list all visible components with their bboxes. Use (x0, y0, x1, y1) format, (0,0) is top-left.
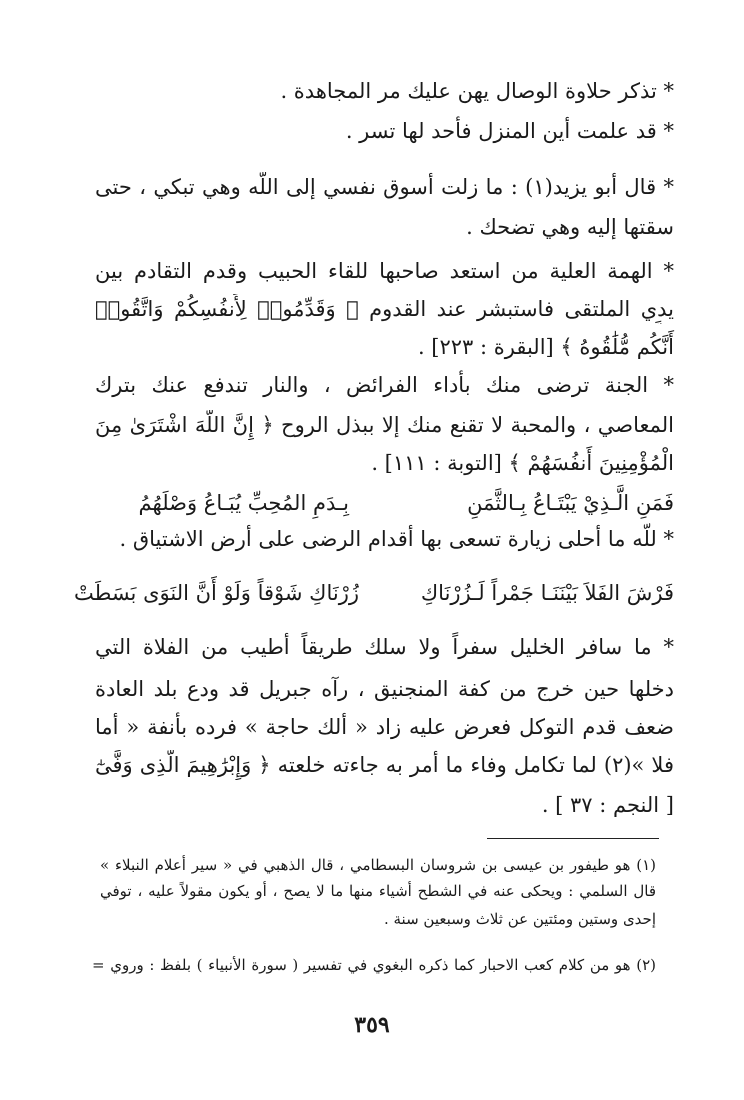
text-line: دخلها حين خرج من كفة المنجنيق ، رآه جبريل قد ودع بلد العادة (95, 677, 674, 701)
text-line: المعاصي ، والمحبة لا تقنع منك إلا ببذل الروح ﴿ إِنَّ اللَّهَ اشْتَرَىٰ مِنَ (95, 413, 674, 437)
text-line: * للّه ما أحلى زيارة تسعى بها أقدام الرضى على أرض الاشتياق . (119, 527, 674, 551)
footnote-separator (487, 838, 659, 839)
text-line: يدي الملتقى فاستبشر عند القدوم ﴿ وَقَدِّمُوا۟ لِأَنفُسِكُمْ وَاتَّقُوا۟ (95, 297, 674, 321)
text-line: أَنَّكُم مُّلَٰقُوهُ ﴾ [البقرة : ٢٢٣] . (417, 335, 674, 359)
verse-1-right-hemistich: فَمَنِ الَّـذِيْ يَبْتَـاعُ بِـالثَّمَنِ (467, 491, 674, 515)
text-line: فلا »(٢) لما تكامل وفاء ما أمر به جاءته خلعته ﴿ وَإِبْرَٰهِيمَ الَّذِى وَفَّىٰٓ (95, 753, 674, 777)
text-line: سقتها إليه وهي تضحك . (466, 215, 674, 239)
footnote-line: (١) هو طيفور بن عيسى بن شروسان البسطامي ، قال الذهبي في « سير أعلام النبلاء » (100, 856, 656, 874)
verse-2-right-hemistich: فَرْشَ الفَلاَ بَيْنَنَـا جَمْراً لَـزُرْنَاكِ (420, 581, 674, 605)
footnote-line: قال السلمي : ويحكى عنه في الشطح أشياء منها ما لا يصح ، أو يكون مقولاً عليه ، توفي (100, 882, 656, 900)
verse-1-left-hemistich: بِـدَمِ المُحِبِّ يُبَـاعُ وَصْلَهُمُ (138, 491, 349, 515)
page-number: ٣٥٩ (354, 1012, 390, 1038)
text-line: * قال أبو يزيد(١) : ما زلت أسوق نفسي إلى اللّه وهي تبكي ، حتى (95, 175, 674, 199)
text-line: الْمُؤْمِنِينَ أَنفُسَهُمْ ﴾ [التوبة : ١١١] . (371, 451, 674, 475)
text-line: [ النجم : ٣٧ ] . (541, 793, 674, 817)
text-line: * قد علمت أين المنزل فأحد لها تسر . (345, 119, 674, 143)
text-line: * الهمة العلية من استعد صاحبها للقاء الحبيب وقدم التقادم بين (95, 259, 674, 283)
text-line: * الجنة ترضى منك بأداء الفرائض ، والنار تندفع عنك بترك (95, 373, 674, 397)
text-line: * تذكر حلاوة الوصال يهن عليك مر المجاهدة . (280, 79, 674, 103)
text-line: ضعف قدم التوكل فعرض عليه زاد « ألك حاجة » فرده بأنفة « أما (95, 715, 674, 739)
text-line: * ما سافر الخليل سفراً ولا سلك طريقاً أطيب من الفلاة التي (95, 635, 674, 659)
footnote-line: إحدى وستين ومئتين عن ثلاث وسبعين سنة . (383, 910, 656, 928)
verse-2-left-hemistich: زُرْنَاكِ شَوْقاً وَلَوْ أَنَّ النَوَى بَسَطَتْ (73, 581, 359, 605)
footnote-line: (٢) هو من كلام كعب الاحبار كما ذكره البغوي في تفسير ( سورة الأنبياء ) بلفظ : وروي = (92, 956, 656, 974)
